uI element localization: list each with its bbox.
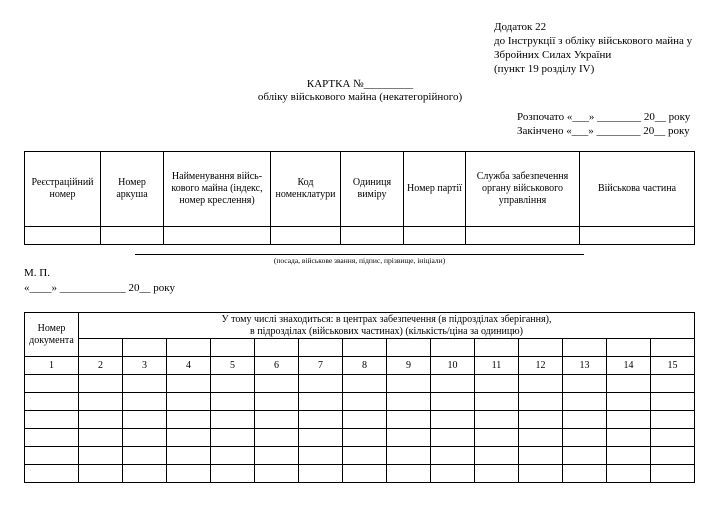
header-cell: Код номенклатури <box>271 152 341 227</box>
column-number: 7 <box>299 357 343 375</box>
input-cell[interactable] <box>211 411 255 429</box>
input-cell[interactable] <box>475 339 519 357</box>
input-cell[interactable] <box>123 465 167 483</box>
card-heading <box>0 78 720 104</box>
input-cell[interactable] <box>431 393 475 411</box>
input-cell[interactable] <box>255 411 299 429</box>
input-cell[interactable] <box>299 375 343 393</box>
input-cell[interactable] <box>519 429 563 447</box>
input-cell[interactable] <box>466 227 580 245</box>
input-cell[interactable] <box>343 411 387 429</box>
input-cell[interactable] <box>123 393 167 411</box>
signature-line <box>135 254 584 255</box>
input-cell[interactable] <box>79 411 123 429</box>
table-row <box>25 465 695 483</box>
input-cell[interactable] <box>123 375 167 393</box>
input-cell[interactable] <box>651 429 695 447</box>
input-cell[interactable] <box>651 465 695 483</box>
input-cell[interactable] <box>299 393 343 411</box>
input-cell[interactable] <box>299 447 343 465</box>
table-row <box>25 375 695 393</box>
input-cell[interactable] <box>387 429 431 447</box>
input-cell[interactable] <box>475 393 519 411</box>
appendix-note <box>494 20 692 76</box>
input-cell[interactable] <box>607 393 651 411</box>
table-header-row <box>25 313 695 339</box>
column-number: 10 <box>431 357 475 375</box>
input-cell[interactable] <box>167 339 211 357</box>
input-cell[interactable] <box>519 375 563 393</box>
input-cell[interactable] <box>387 393 431 411</box>
input-cell[interactable] <box>431 465 475 483</box>
input-cell[interactable] <box>387 375 431 393</box>
input-cell[interactable] <box>271 227 341 245</box>
input-cell[interactable] <box>255 339 299 357</box>
input-cell[interactable] <box>519 393 563 411</box>
input-cell[interactable] <box>431 411 475 429</box>
input-cell[interactable] <box>387 447 431 465</box>
input-cell[interactable] <box>299 465 343 483</box>
input-cell[interactable] <box>343 447 387 465</box>
input-cell[interactable] <box>255 465 299 483</box>
input-cell[interactable] <box>25 375 79 393</box>
input-cell[interactable] <box>79 429 123 447</box>
doc-number-header: Номер документа <box>25 313 79 357</box>
input-cell[interactable] <box>475 447 519 465</box>
started-date: Розпочато «___» ________ 20__ року <box>517 111 691 123</box>
input-cell[interactable] <box>123 447 167 465</box>
input-cell[interactable] <box>167 393 211 411</box>
input-cell[interactable] <box>343 375 387 393</box>
input-cell[interactable] <box>563 429 607 447</box>
input-cell[interactable] <box>211 465 255 483</box>
input-cell[interactable] <box>563 465 607 483</box>
column-number: 4 <box>167 357 211 375</box>
input-cell[interactable] <box>211 339 255 357</box>
input-cell[interactable] <box>25 393 79 411</box>
column-number: 8 <box>343 357 387 375</box>
header-cell: Служба забезпечення органу військового управління <box>466 152 580 227</box>
input-cell[interactable] <box>211 447 255 465</box>
table-header-row <box>25 152 695 227</box>
table-row <box>25 411 695 429</box>
input-cell[interactable] <box>164 227 271 245</box>
input-cell[interactable] <box>387 465 431 483</box>
input-cell[interactable] <box>79 465 123 483</box>
input-cell[interactable] <box>255 429 299 447</box>
input-cell[interactable] <box>519 447 563 465</box>
input-cell[interactable] <box>651 375 695 393</box>
input-cell[interactable] <box>343 339 387 357</box>
input-cell[interactable] <box>607 411 651 429</box>
input-cell[interactable] <box>299 339 343 357</box>
input-cell[interactable] <box>607 429 651 447</box>
column-number: 11 <box>475 357 519 375</box>
input-cell[interactable] <box>475 411 519 429</box>
input-cell[interactable] <box>79 339 123 357</box>
input-cell[interactable] <box>475 375 519 393</box>
input-cell[interactable] <box>211 375 255 393</box>
input-cell[interactable] <box>387 339 431 357</box>
table-row <box>25 227 695 245</box>
header-cell: Військова частина <box>580 152 695 227</box>
input-cell[interactable] <box>563 339 607 357</box>
column-number: 2 <box>79 357 123 375</box>
appendix-line-2: до Інструкції з обліку військового майна у <box>494 35 693 47</box>
table-row <box>25 393 695 411</box>
table-row <box>25 429 695 447</box>
header-cell: Номер партії <box>404 152 466 227</box>
blank-rows <box>25 375 695 483</box>
appendix-line-3: Збройних Силах України <box>494 49 612 61</box>
input-cell[interactable] <box>343 393 387 411</box>
input-cell[interactable] <box>341 227 404 245</box>
input-cell[interactable] <box>123 339 167 357</box>
input-cell[interactable] <box>519 465 563 483</box>
column-number-row <box>25 357 695 375</box>
input-cell[interactable] <box>211 429 255 447</box>
input-cell[interactable] <box>299 411 343 429</box>
input-cell[interactable] <box>167 411 211 429</box>
column-number: 1 <box>25 357 79 375</box>
column-number: 5 <box>211 357 255 375</box>
input-cell[interactable] <box>519 339 563 357</box>
input-cell[interactable] <box>79 375 123 393</box>
ended-date: Закінчено «___» ________ 20__ року <box>517 125 690 137</box>
appendix-line-1: Додаток 22 <box>494 21 547 33</box>
input-cell[interactable] <box>607 375 651 393</box>
input-cell[interactable] <box>431 339 475 357</box>
input-cell[interactable] <box>123 411 167 429</box>
card-title: КАРТКА №_________ <box>306 78 414 90</box>
input-cell[interactable] <box>167 429 211 447</box>
input-cell[interactable] <box>607 339 651 357</box>
input-cell[interactable] <box>563 411 607 429</box>
input-cell[interactable] <box>651 447 695 465</box>
input-cell[interactable] <box>431 375 475 393</box>
input-cell[interactable] <box>404 227 466 245</box>
table-row <box>25 447 695 465</box>
stamp-block <box>24 266 175 296</box>
input-cell[interactable] <box>79 393 123 411</box>
date-range <box>517 110 690 138</box>
input-cell[interactable] <box>651 393 695 411</box>
header-cell: Реєстраційний номер <box>25 152 101 227</box>
input-cell[interactable] <box>387 411 431 429</box>
input-cell[interactable] <box>255 393 299 411</box>
column-number: 9 <box>387 357 431 375</box>
input-cell[interactable] <box>167 447 211 465</box>
input-cell[interactable] <box>607 465 651 483</box>
input-cell[interactable] <box>211 393 255 411</box>
input-cell[interactable] <box>25 227 101 245</box>
main-header-line-2: в підрозділах (військових частинах) (кількість/ціна за одиницю) <box>250 325 523 337</box>
registration-table <box>24 151 695 245</box>
column-number: 3 <box>123 357 167 375</box>
column-number: 13 <box>563 357 607 375</box>
main-header-line-1: У тому числі знаходиться: в центрах забезпечення (в підрозділах зберігання), <box>221 313 552 325</box>
input-cell[interactable] <box>431 447 475 465</box>
stamp-mark: М. П. <box>24 267 50 279</box>
card-subtitle: обліку військового майна (некатегорійного) <box>257 91 463 103</box>
input-cell[interactable] <box>167 375 211 393</box>
header-cell: Номер аркуша <box>101 152 164 227</box>
table-subheader-row <box>25 339 695 357</box>
input-cell[interactable] <box>25 447 79 465</box>
column-number: 12 <box>519 357 563 375</box>
header-cell: Одиниця виміру <box>341 152 404 227</box>
input-cell[interactable] <box>255 447 299 465</box>
input-cell[interactable] <box>25 429 79 447</box>
input-cell[interactable] <box>563 375 607 393</box>
input-cell[interactable] <box>651 411 695 429</box>
input-cell[interactable] <box>123 429 167 447</box>
input-cell[interactable] <box>475 465 519 483</box>
column-number: 6 <box>255 357 299 375</box>
input-cell[interactable] <box>580 227 695 245</box>
input-cell[interactable] <box>431 429 475 447</box>
location-main-header <box>79 313 695 339</box>
location-table <box>24 312 695 483</box>
column-number: 15 <box>651 357 695 375</box>
input-cell[interactable] <box>563 447 607 465</box>
input-cell[interactable] <box>299 429 343 447</box>
input-cell[interactable] <box>79 447 123 465</box>
column-number: 14 <box>607 357 651 375</box>
input-cell[interactable] <box>101 227 164 245</box>
input-cell[interactable] <box>343 429 387 447</box>
input-cell[interactable] <box>343 465 387 483</box>
header-cell: Найменування військового майна (індекс, номер креслення) <box>164 152 271 227</box>
input-cell[interactable] <box>475 429 519 447</box>
input-cell[interactable] <box>255 375 299 393</box>
appendix-line-4: (пункт 19 розділу IV) <box>494 63 595 75</box>
input-cell[interactable] <box>607 447 651 465</box>
input-cell[interactable] <box>167 465 211 483</box>
stamp-date: «____» ____________ 20__ року <box>24 282 175 294</box>
signature-caption: (посада, військове звання, підпис, прізвище, ініціали) <box>273 256 446 265</box>
input-cell[interactable] <box>563 393 607 411</box>
input-cell[interactable] <box>25 465 79 483</box>
input-cell[interactable] <box>519 411 563 429</box>
input-cell[interactable] <box>25 411 79 429</box>
input-cell[interactable] <box>651 339 695 357</box>
